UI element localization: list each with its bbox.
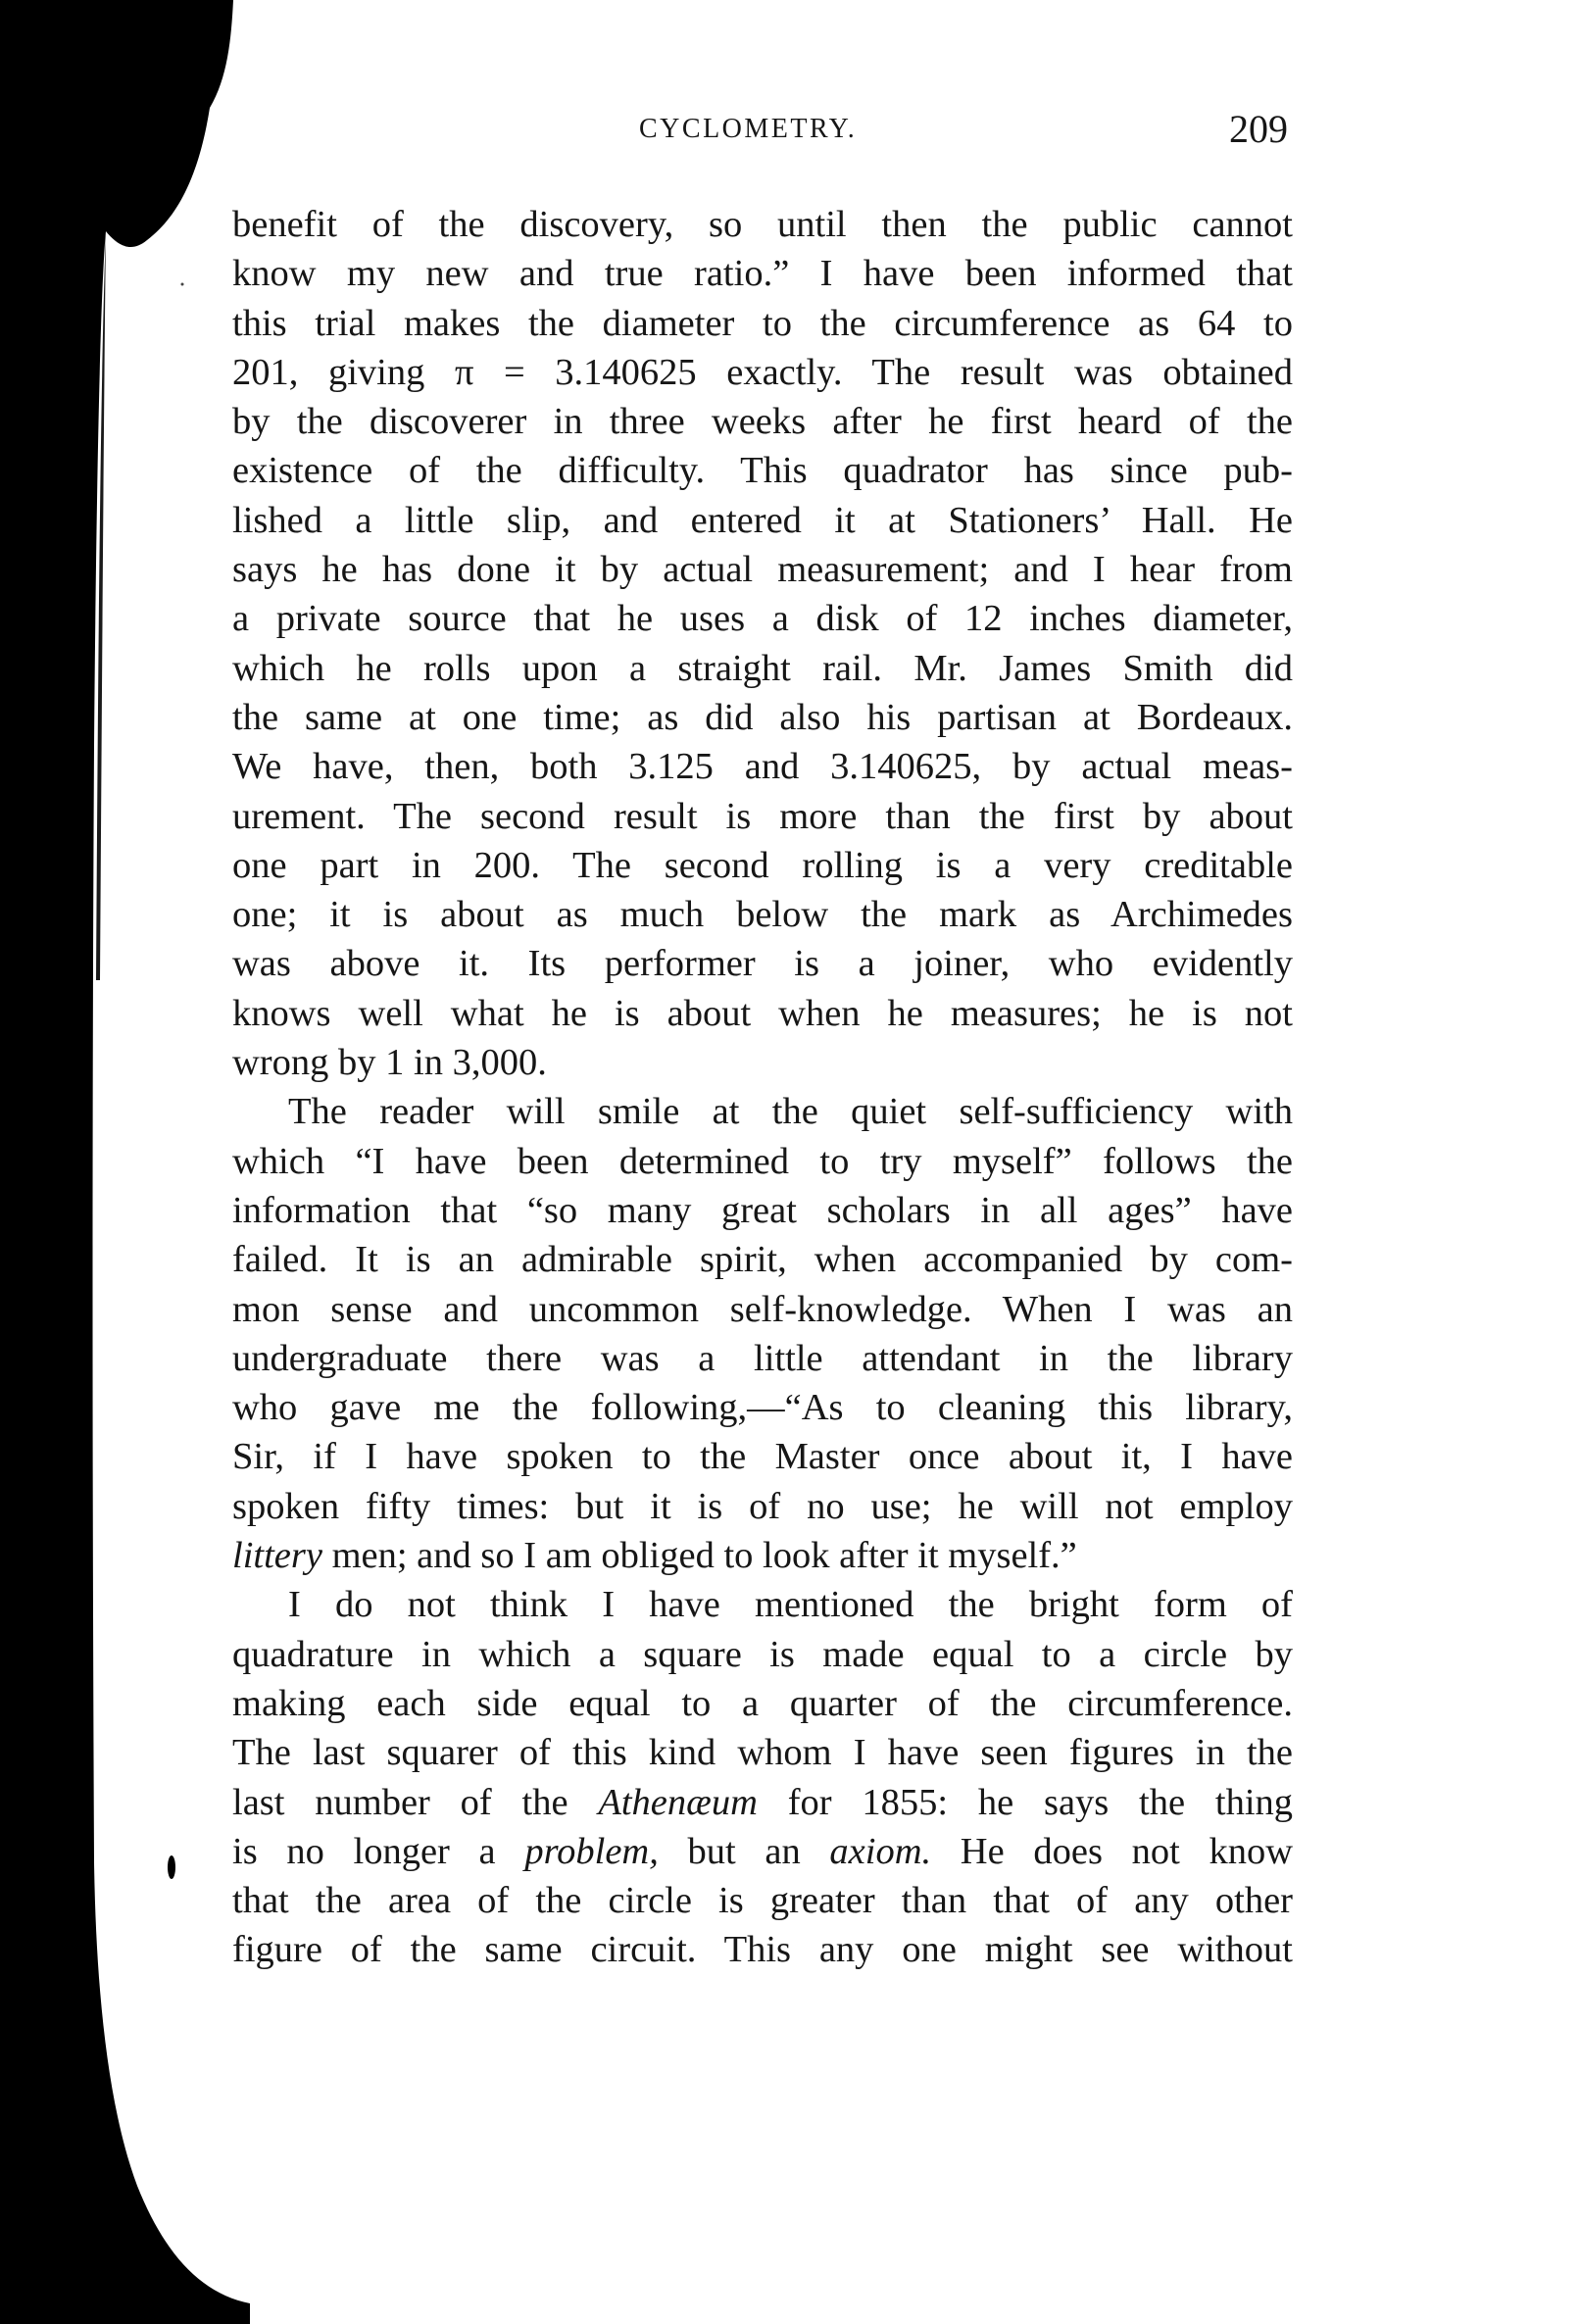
text-line: one; it is about as much below the mark as Archimedes [232,894,1293,936]
text-line: failed. It is an admirable spirit, when accompanied by com- [232,1239,1293,1281]
italic-word: littery [232,1535,322,1577]
text-line: that the area of the circle is greater than that of any other [232,1880,1293,1922]
text-line: 201, giving π = 3.140625 exactly. The result was obtained [232,351,1293,393]
page-number: 209 [1229,107,1288,151]
text-fragment: for 1855: he says the thing [787,1781,1294,1823]
text-line: the same at one time; as did also his partisan at Bordeaux. [232,696,1293,738]
text-line: benefit of the discovery, so until then the public cannot [232,204,1293,245]
text-line: wrong by 1 in 3,000. [232,1042,547,1084]
text-line: who gave me the following,—“As to cleaning this library, [232,1387,1293,1429]
body-text [232,200,1293,1975]
text-line: spoken fifty times: but it is of no use; he will not employ [232,1485,1293,1527]
text-line: We have, then, both 3.125 and 3.140625, by actual meas- [232,746,1293,788]
text-fragment: last [232,1781,285,1823]
text-line-mixed [232,1778,1293,1827]
text-line: by the discoverer in three weeks after he first heard of the [232,401,1293,443]
text-line: lished a little slip, and entered it at Stationers’ Hall. He [232,499,1293,541]
page-header [0,107,1579,159]
text-line: says he has done it by actual measurement; and I hear from [232,549,1293,591]
text-line: know my new and true ratio.” I have been informed that [232,253,1293,295]
text-line: existence of the difficulty. This quadrator has since pub- [232,450,1293,492]
text-line: this trial makes the diameter to the circumference as 64 to [232,302,1293,344]
text-fragment: is no longer a [232,1830,496,1872]
text-line: The reader will smile at the quiet self-sufficiency with [288,1091,1293,1133]
text-line-mixed [232,1827,1293,1876]
text-fragment: number of the [315,1781,568,1823]
text-line: undergraduate there was a little attendant in the library [232,1337,1293,1379]
text-line: The last squarer of this kind whom I have seen figures in the [232,1732,1293,1774]
text-line: which “I have been determined to try myself” follows the [232,1140,1293,1182]
italic-word: problem, [524,1830,659,1872]
text-line-mixed [232,1531,1293,1580]
text-line: was above it. Its performer is a joiner, who evidently [232,943,1293,985]
scan-binding-shadow [0,0,255,2324]
italic-word: Athenæum [598,1781,758,1823]
text-line: knows well what he is about when he measures; he is not [232,992,1293,1034]
italic-word: axiom. [829,1830,932,1872]
text-line: quadrature in which a square is made equal to a circle by [232,1633,1293,1675]
text-line: information that “so many great scholars in all ages” have [232,1189,1293,1231]
text-line: urement. The second result is more than the first by about [232,795,1293,837]
text-line: I do not think I have mentioned the bright form of [288,1584,1293,1626]
text-line: Sir, if I have spoken to the Master once about it, I have [232,1436,1293,1478]
text-line: one part in 200. The second rolling is a very creditable [232,844,1293,886]
text-fragment: He does not know [960,1830,1294,1872]
text-line: figure of the same circuit. This any one might see without [232,1929,1293,1971]
text-line: a private source that he uses a disk of 12 inches diameter, [232,598,1293,640]
text-line: mon sense and uncommon self-knowledge. When I was an [232,1288,1293,1330]
text-fragment: men; and so I am obliged to look after it myself.” [331,1535,1077,1577]
text-line: which he rolls upon a straight rail. Mr. James Smith did [232,647,1293,689]
text-line: making each side equal to a quarter of the circumference. [232,1682,1293,1724]
text-fragment: but an [687,1830,801,1872]
running-head: CYCLOMETRY. [639,114,858,144]
